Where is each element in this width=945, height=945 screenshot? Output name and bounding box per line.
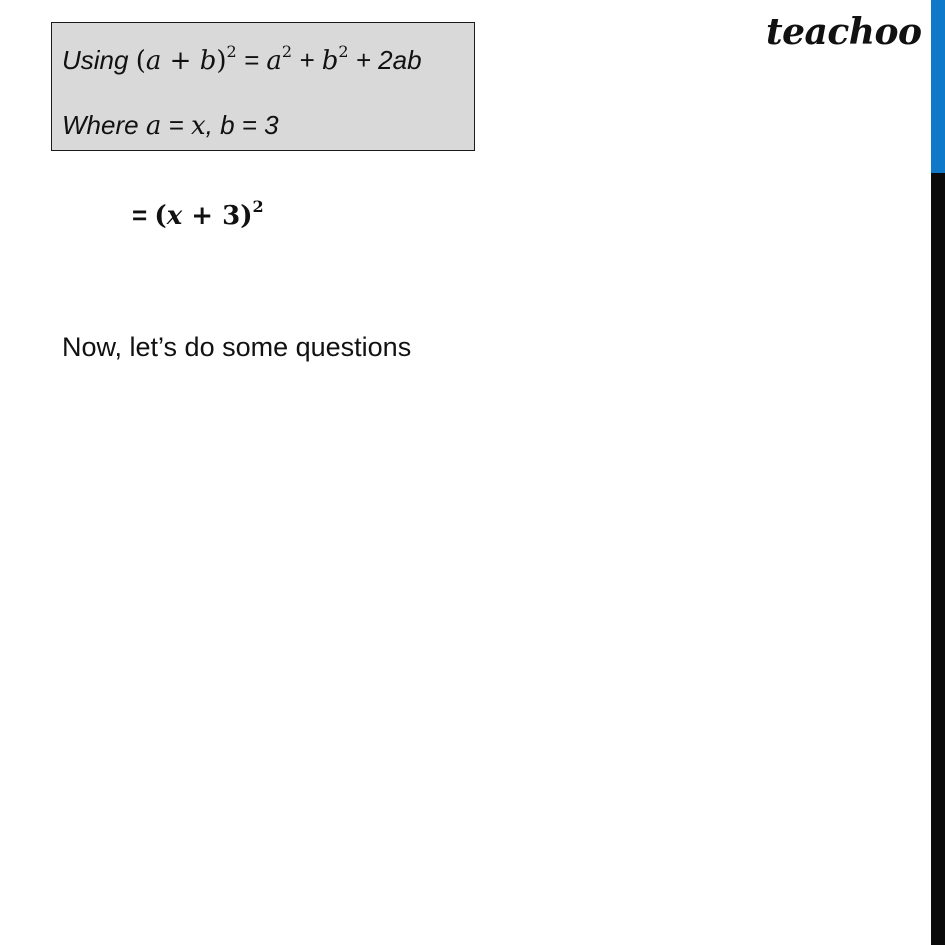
identity-rhs-a-exponent: 2 <box>281 42 293 61</box>
formula-box <box>51 22 475 151</box>
result-exponent: 2 <box>252 197 264 216</box>
identity-prefix: Using <box>62 45 136 75</box>
identity-lhs-plus: + <box>161 46 200 76</box>
result-equals: = <box>132 200 155 230</box>
result-x: x <box>166 201 183 231</box>
teachoo-logo: teachoo <box>766 11 922 53</box>
identity-tail: + 2ab <box>348 45 422 75</box>
identity-lhs-exponent: 2 <box>226 42 237 61</box>
result-close-paren: ) <box>240 201 253 231</box>
next-step-note: Now, let’s do some questions <box>62 332 412 362</box>
identity-equals: = <box>236 45 267 75</box>
identity-lhs-open: ( <box>135 46 146 76</box>
result-three: 3 <box>222 201 241 231</box>
substitution-tail: , b = 3 <box>205 110 279 140</box>
substitution-prefix: Where <box>62 110 146 140</box>
identity-lhs-a: a <box>145 46 162 76</box>
result-plus: + <box>182 201 223 231</box>
identity-lhs-b: b <box>199 46 217 76</box>
side-accent <box>931 0 945 173</box>
substitution-var-x: x <box>190 111 206 141</box>
identity-rhs-plus: + <box>292 45 322 75</box>
substitution-equals: = <box>161 110 191 140</box>
substitution-var-a: a <box>145 111 162 141</box>
result-expression <box>132 197 264 231</box>
identity-rhs-b-exponent: 2 <box>338 42 349 61</box>
result-open-paren: ( <box>154 201 167 231</box>
substitution-line <box>62 112 279 139</box>
identity-rhs-a: a <box>266 46 282 76</box>
identity-lhs-close: ) <box>216 46 227 76</box>
identity-rhs-b: b <box>321 46 339 76</box>
identity-line <box>62 42 422 76</box>
